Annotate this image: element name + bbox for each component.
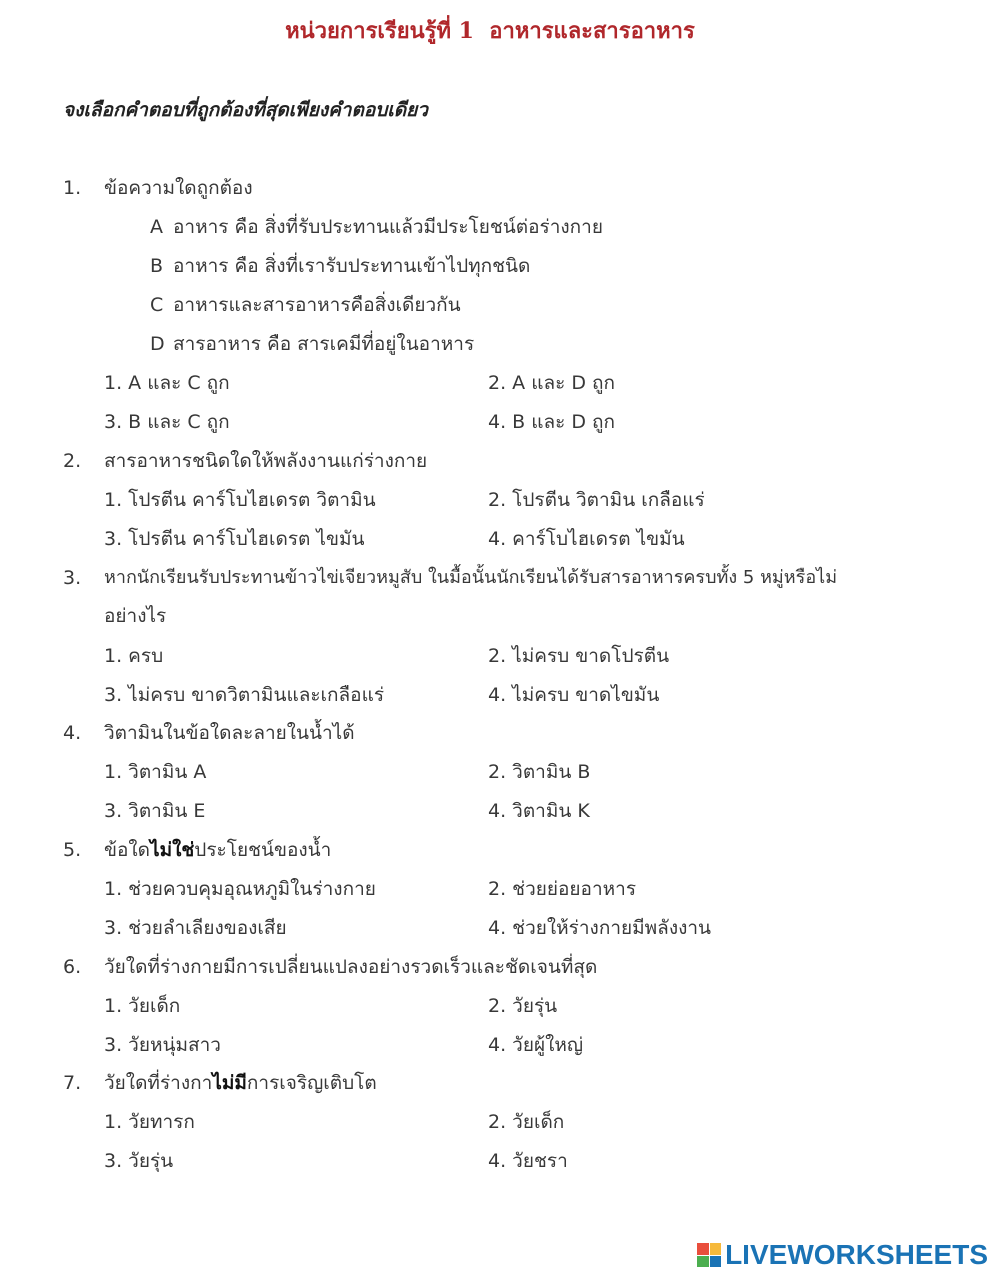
question-text: สารอาหารชนิดใดให้พลังงานแก่ร่างกาย [104, 450, 428, 472]
statement-letter: A [150, 216, 163, 238]
answer-choice[interactable]: 3. โปรตีน คาร์โบไฮเดรต ไขมัน [104, 528, 365, 550]
answer-choice[interactable]: 4. คาร์โบไฮเดรต ไขมัน [488, 528, 685, 550]
answer-choice[interactable]: 3. B และ C ถูก [104, 411, 230, 433]
answer-choice[interactable]: 1. ช่วยควบคุมอุณหภูมิในร่างกาย [104, 878, 376, 900]
question-text: วัยใดที่ร่างกายมีการเปลี่ยนแปลงอย่างรวดเร็วและชัดเจนที่สุด [104, 956, 598, 978]
liveworksheets-logo-icon [697, 1243, 721, 1267]
answer-choice[interactable]: 1. วัยทารก [104, 1111, 195, 1133]
question-emphasis: ไม่มี [212, 1072, 247, 1094]
answer-choice[interactable]: 2. วิตามิน B [488, 761, 591, 783]
question-number: 7. [63, 1072, 82, 1094]
question-text: ข้อความใดถูกต้อง [104, 177, 253, 199]
question-number: 5. [63, 839, 82, 861]
liveworksheets-wordmark: LIVEWORKSHEETS [725, 1239, 988, 1270]
liveworksheets-logo [697, 1238, 988, 1272]
question-number: 2. [63, 450, 82, 472]
question-number: 4. [63, 722, 82, 744]
statement-text: อาหาร คือ สิ่งที่รับประทานแล้วมีประโยชน์ต่อร่างกาย [173, 216, 603, 238]
question-text [104, 837, 331, 863]
answer-choice[interactable]: 2. A และ D ถูก [488, 372, 616, 394]
question-text-part: ข้อใด [104, 839, 151, 861]
statement-letter: C [150, 294, 164, 316]
answer-choice[interactable]: 1. วัยเด็ก [104, 995, 181, 1017]
question-text: หากนักเรียนรับประทานข้าวไข่เจียวหมูสับ ในมื้อนั้นนักเรียนได้รับสารอาหารครบทั้ง 5 หมู่หรือไม่ [104, 567, 838, 588]
answer-choice[interactable]: 2. ไม่ครบ ขาดโปรตีน [488, 645, 670, 667]
answer-choice[interactable]: 3. วัยหนุ่มสาว [104, 1034, 221, 1056]
answer-choice[interactable]: 4. วัยชรา [488, 1150, 568, 1172]
answer-choice[interactable]: 3. วัยรุ่น [104, 1150, 174, 1172]
answer-choice[interactable]: 1. A และ C ถูก [104, 372, 230, 394]
question-text-part: การเจริญเติบโต [246, 1072, 377, 1094]
statement-letter: D [150, 333, 165, 355]
question-number: 1. [63, 177, 82, 199]
question-text: วิตามินในข้อใดละลายในน้ำได้ [104, 722, 355, 744]
statement-text: อาหาร คือ สิ่งที่เรารับประทานเข้าไปทุกชนิด [173, 255, 531, 277]
answer-choice[interactable]: 3. ไม่ครบ ขาดวิตามินและเกลือแร่ [104, 684, 385, 706]
question-number: 6. [63, 956, 82, 978]
answer-choice[interactable]: 1. ครบ [104, 645, 164, 667]
answer-choice[interactable]: 1. โปรตีน คาร์โบไฮเดรต วิตามิน [104, 489, 376, 511]
instruction-text: จงเลือกคำตอบที่ถูกต้องที่สุดเพียงคำตอบเดียว [63, 99, 428, 121]
question-text-line2: อย่างไร [104, 605, 167, 627]
answer-choice[interactable]: 1. วิตามิน A [104, 761, 207, 783]
question-text-part: วัยใดที่ร่างกา [104, 1072, 213, 1094]
question-emphasis: ไม่ใช่ [150, 839, 195, 861]
answer-choice[interactable]: 4. วิตามิน K [488, 800, 590, 822]
statement-text: สารอาหาร คือ สารเคมีที่อยู่ในอาหาร [173, 333, 475, 355]
answer-choice[interactable]: 2. วัยรุ่น [488, 995, 558, 1017]
page-title: หน่วยการเรียนรู้ที่ 1 อาหารและสารอาหาร [285, 18, 695, 44]
answer-choice[interactable]: 2. โปรตีน วิตามิน เกลือแร่ [488, 489, 705, 511]
answer-choice[interactable]: 4. ไม่ครบ ขาดไขมัน [488, 684, 660, 706]
answer-choice[interactable]: 4. B และ D ถูก [488, 411, 616, 433]
question-number: 3. [63, 567, 82, 589]
answer-choice[interactable]: 4. วัยผู้ใหญ่ [488, 1034, 584, 1056]
answer-choice[interactable]: 4. ช่วยให้ร่างกายมีพลังงาน [488, 917, 712, 939]
answer-choice[interactable]: 3. วิตามิน E [104, 800, 206, 822]
answer-choice[interactable]: 2. วัยเด็ก [488, 1111, 565, 1133]
statement-text: อาหารและสารอาหารคือสิ่งเดียวกัน [173, 294, 461, 316]
statement-letter: B [150, 255, 164, 277]
question-text-part: ประโยชน์ของน้ำ [194, 839, 332, 861]
question-text [104, 1070, 377, 1096]
answer-choice[interactable]: 3. ช่วยลำเลียงของเสีย [104, 917, 287, 939]
answer-choice[interactable]: 2. ช่วยย่อยอาหาร [488, 878, 637, 900]
